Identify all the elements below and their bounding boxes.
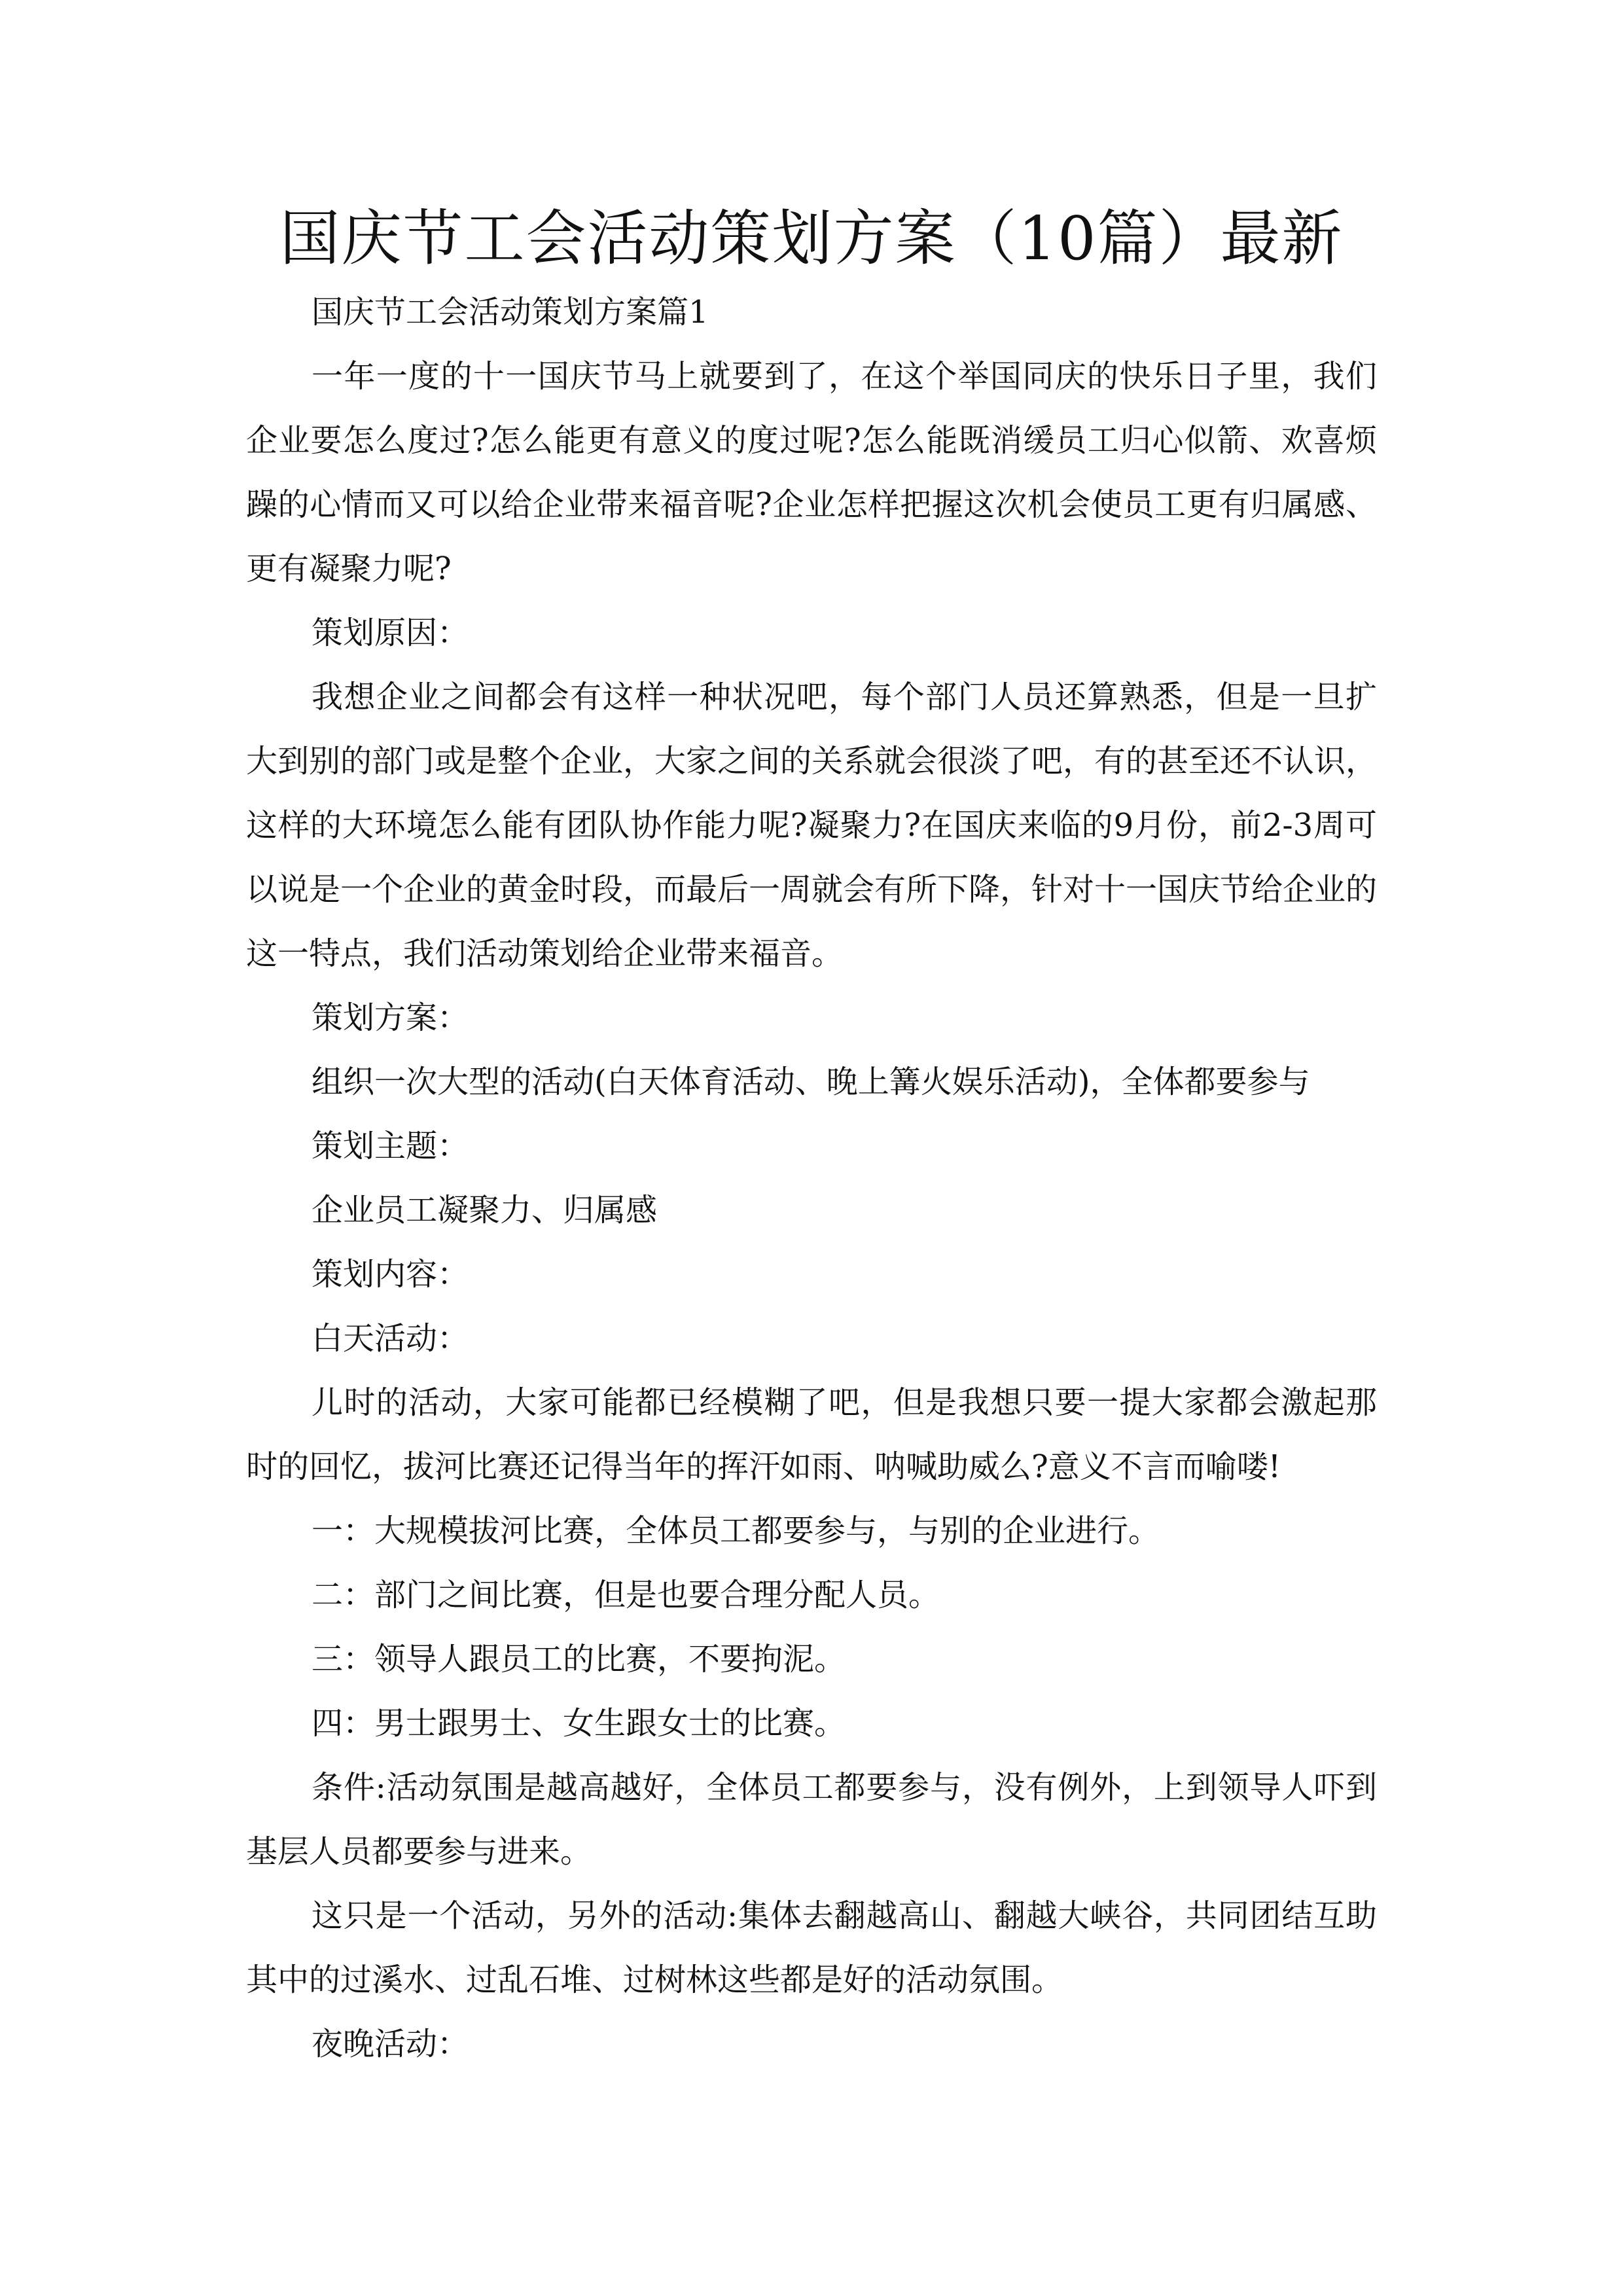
paragraph-heading-plan: 策划方案： (312, 999, 469, 1036)
list-item-2: 二：部门之间比赛，但是也要合理分配人员。 (312, 1577, 940, 1613)
paragraph-intro: 一年一度的十一国庆节马上就要到了，在这个举国同庆的快乐日子里，我们企业要怎么度过?怎么能更有意义的度过呢?怎么能既消缓员工归心似箭、欢喜烦躁的心情而又可以给企业带来福音呢?企业怎样把握这次机会使员工更有归属感、更有凝聚力呢? (246, 358, 1377, 587)
paragraph-other-activities: 这只是一个活动，另外的活动:集体去翻越高山、翻越大峡谷，共同团结互助其中的过溪水、过乱石堆、过树林这些都是好的活动氛围。 (246, 1897, 1377, 1998)
paragraph-heading-theme: 策划主题： (312, 1128, 469, 1164)
document-title: 国庆节工会活动策划方案（10篇）最新 (279, 204, 1344, 274)
paragraph-heading-night: 夜晚活动： (312, 2026, 469, 2062)
list-item-4: 四：男士跟男士、女生跟女士的比赛。 (312, 1705, 846, 1742)
list-item-1: 一：大规模拔河比赛，全体员工都要参与，与别的企业进行。 (312, 1513, 1160, 1549)
paragraph-theme: 企业员工凝聚力、归属感 (312, 1192, 658, 1229)
paragraph-conditions: 条件:活动氛围是越高越好，全体员工都要参与，没有例外，上到领导人吓到基层人员都要参与进来。 (246, 1769, 1377, 1870)
list-item-3: 三：领导人跟员工的比赛，不要拘泥。 (312, 1641, 846, 1677)
paragraph-reason: 我想企业之间都会有这样一种状况吧，每个部门人员还算熟悉，但是一旦扩大到别的部门或是整个企业，大家之间的关系就会很淡了吧，有的甚至还不认识，这样的大环境怎么能有团队协作能力呢?凝聚力?在国庆来临的9月份，前2-3周可以说是一个企业的黄金时段，而最后一周就会有所下降，针对十一国庆节给企业的这一特点，我们活动策划给企业带来福音。 (246, 679, 1378, 972)
paragraph-daytime-intro: 儿时的活动，大家可能都已经模糊了吧，但是我想只要一提大家都会激起那时的回忆，拔河比赛还记得当年的挥汗如雨、呐喊助威么?意义不言而喻喽! (246, 1384, 1377, 1485)
paragraph-plan: 组织一次大型的活动(白天体育活动、晚上篝火娱乐活动)，全体都要参与 (312, 1064, 1310, 1100)
paragraph-section-heading: 国庆节工会活动策划方案篇1 (312, 294, 709, 331)
document-body (246, 280, 1377, 2076)
paragraph-heading-reason: 策划原因： (312, 615, 469, 651)
paragraph-heading-content: 策划内容： (312, 1256, 469, 1293)
paragraph-heading-daytime: 白天活动： (312, 1320, 469, 1357)
